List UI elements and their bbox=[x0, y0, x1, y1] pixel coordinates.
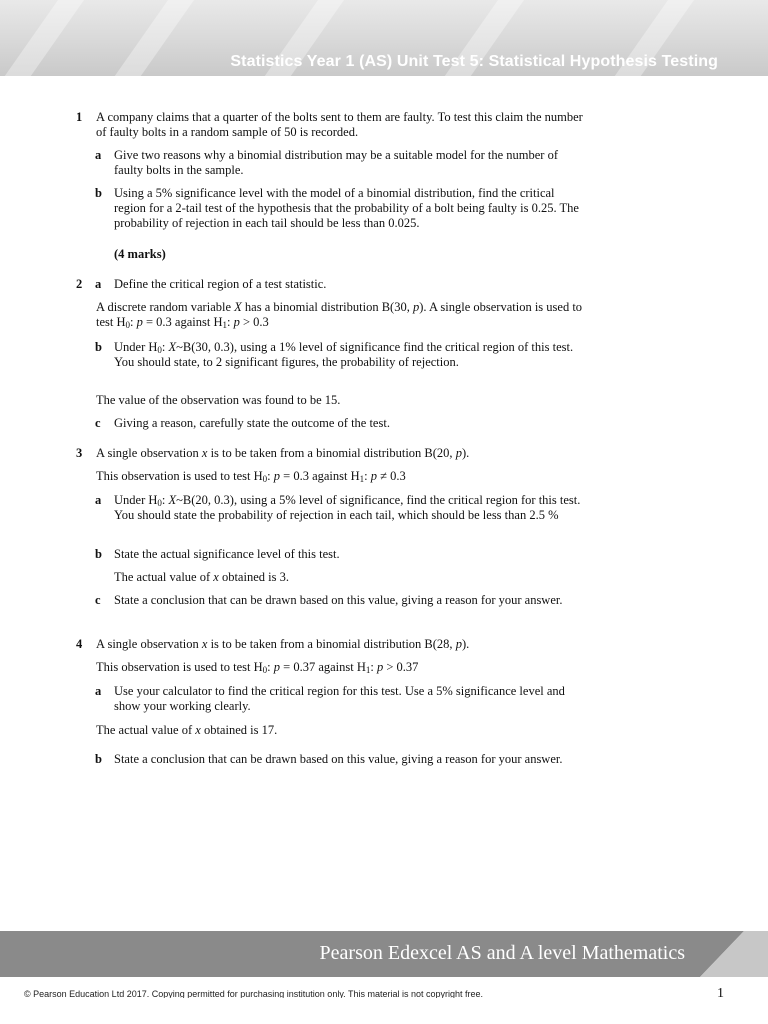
marks-label: (4 marks) bbox=[114, 247, 166, 261]
question-text: A single observation x is to be taken from a binomial distribution B(28, p). bbox=[96, 637, 470, 651]
part-label: a bbox=[95, 148, 102, 162]
footer-copyright: © Pearson Education Ltd 2017. Copying permitted for purchasing institution only. This material is not copyright free. bbox=[24, 990, 484, 998]
footer-brand: Pearson Edexcel AS and A level Mathematics bbox=[319, 942, 685, 964]
question-number: 3 bbox=[76, 446, 83, 460]
page-number: 1 bbox=[717, 986, 724, 1001]
part-label: b bbox=[95, 752, 102, 766]
part-text: Under $H_0$: X~B(30, 0.3), using a 1% level of significance find the critical region of this test. You should state, to 2 significant figures, the probability of rejection. bbox=[114, 340, 574, 369]
part-label: b bbox=[95, 186, 102, 200]
part-text: Using a 5% significance level with the model of a binomial distribution, find the critical region for a 2-tail test of the hypothesis that the probability of a bolt being faulty is 0.25. The probability of rejection in each tail should be less than 0.025. bbox=[114, 186, 579, 230]
page-header bbox=[0, 0, 768, 76]
part-text: Use your calculator to find the critical region for this test. Use a 5% significance level and show your working clearly. bbox=[114, 684, 565, 713]
part-text: Under $H_0$: X~B(20, 0.3), using a 5% level of significance, find the critical region for this test. You should state the probability of rejection in each tail, which should be less than 2.5 % bbox=[114, 493, 581, 522]
observation-text: The actual value of x obtained is 3. bbox=[114, 570, 289, 584]
observation-text: The actual value of x obtained is 17. bbox=[96, 723, 278, 737]
question-number: 2 bbox=[76, 277, 83, 291]
header-stripe bbox=[0, 0, 98, 76]
question-text: This observation is used to test $H_0$: p = 0.37 against $H_1$: p > 0.37 bbox=[96, 660, 419, 675]
part-text: Giving a reason, carefully state the outcome of the test. bbox=[114, 416, 390, 430]
part-label: c bbox=[95, 416, 101, 430]
part-label: a bbox=[95, 493, 102, 507]
part-label: b bbox=[95, 340, 102, 354]
part-label: c bbox=[95, 593, 101, 607]
part-text: State a conclusion that can be drawn based on this value, giving a reason for your answer. bbox=[114, 593, 563, 607]
question-text: This observation is used to test $H_0$: p = 0.3 against $H_1$: p ≠ 0.3 bbox=[96, 469, 406, 484]
part-text: State the actual significance level of this test. bbox=[114, 547, 340, 561]
part-text: Define the critical region of a test statistic. bbox=[114, 277, 327, 291]
part-label: b bbox=[95, 547, 102, 561]
part-label: a bbox=[95, 684, 102, 698]
observation-text: The value of the observation was found to be 15. bbox=[96, 393, 341, 407]
header-title: Statistics Year 1 (AS) Unit Test 5: Statistical Hypothesis Testing bbox=[230, 53, 718, 70]
question-number: 1 bbox=[76, 110, 83, 124]
question-number: 4 bbox=[76, 637, 83, 651]
part-text: State a conclusion that can be drawn based on this value, giving a reason for your answer. bbox=[114, 752, 563, 766]
part-text: Give two reasons why a binomial distribution may be a suitable model for the number of faulty bolts in the sample. bbox=[114, 148, 559, 177]
question-text: A company claims that a quarter of the bolts sent to them are faulty. To test this claim the number of faulty bolts in a random sample of 50 is recorded. bbox=[96, 110, 583, 139]
part-label: a bbox=[95, 277, 102, 291]
question-text: A single observation x is to be taken from a binomial distribution B(20, p). bbox=[96, 446, 470, 460]
header-stripe bbox=[98, 0, 208, 76]
question-text: A discrete random variable X has a binomial distribution B(30, p). A single observation is used to test $H_0$: p = 0.3 against $H_1$: p > 0.3 bbox=[96, 300, 583, 330]
